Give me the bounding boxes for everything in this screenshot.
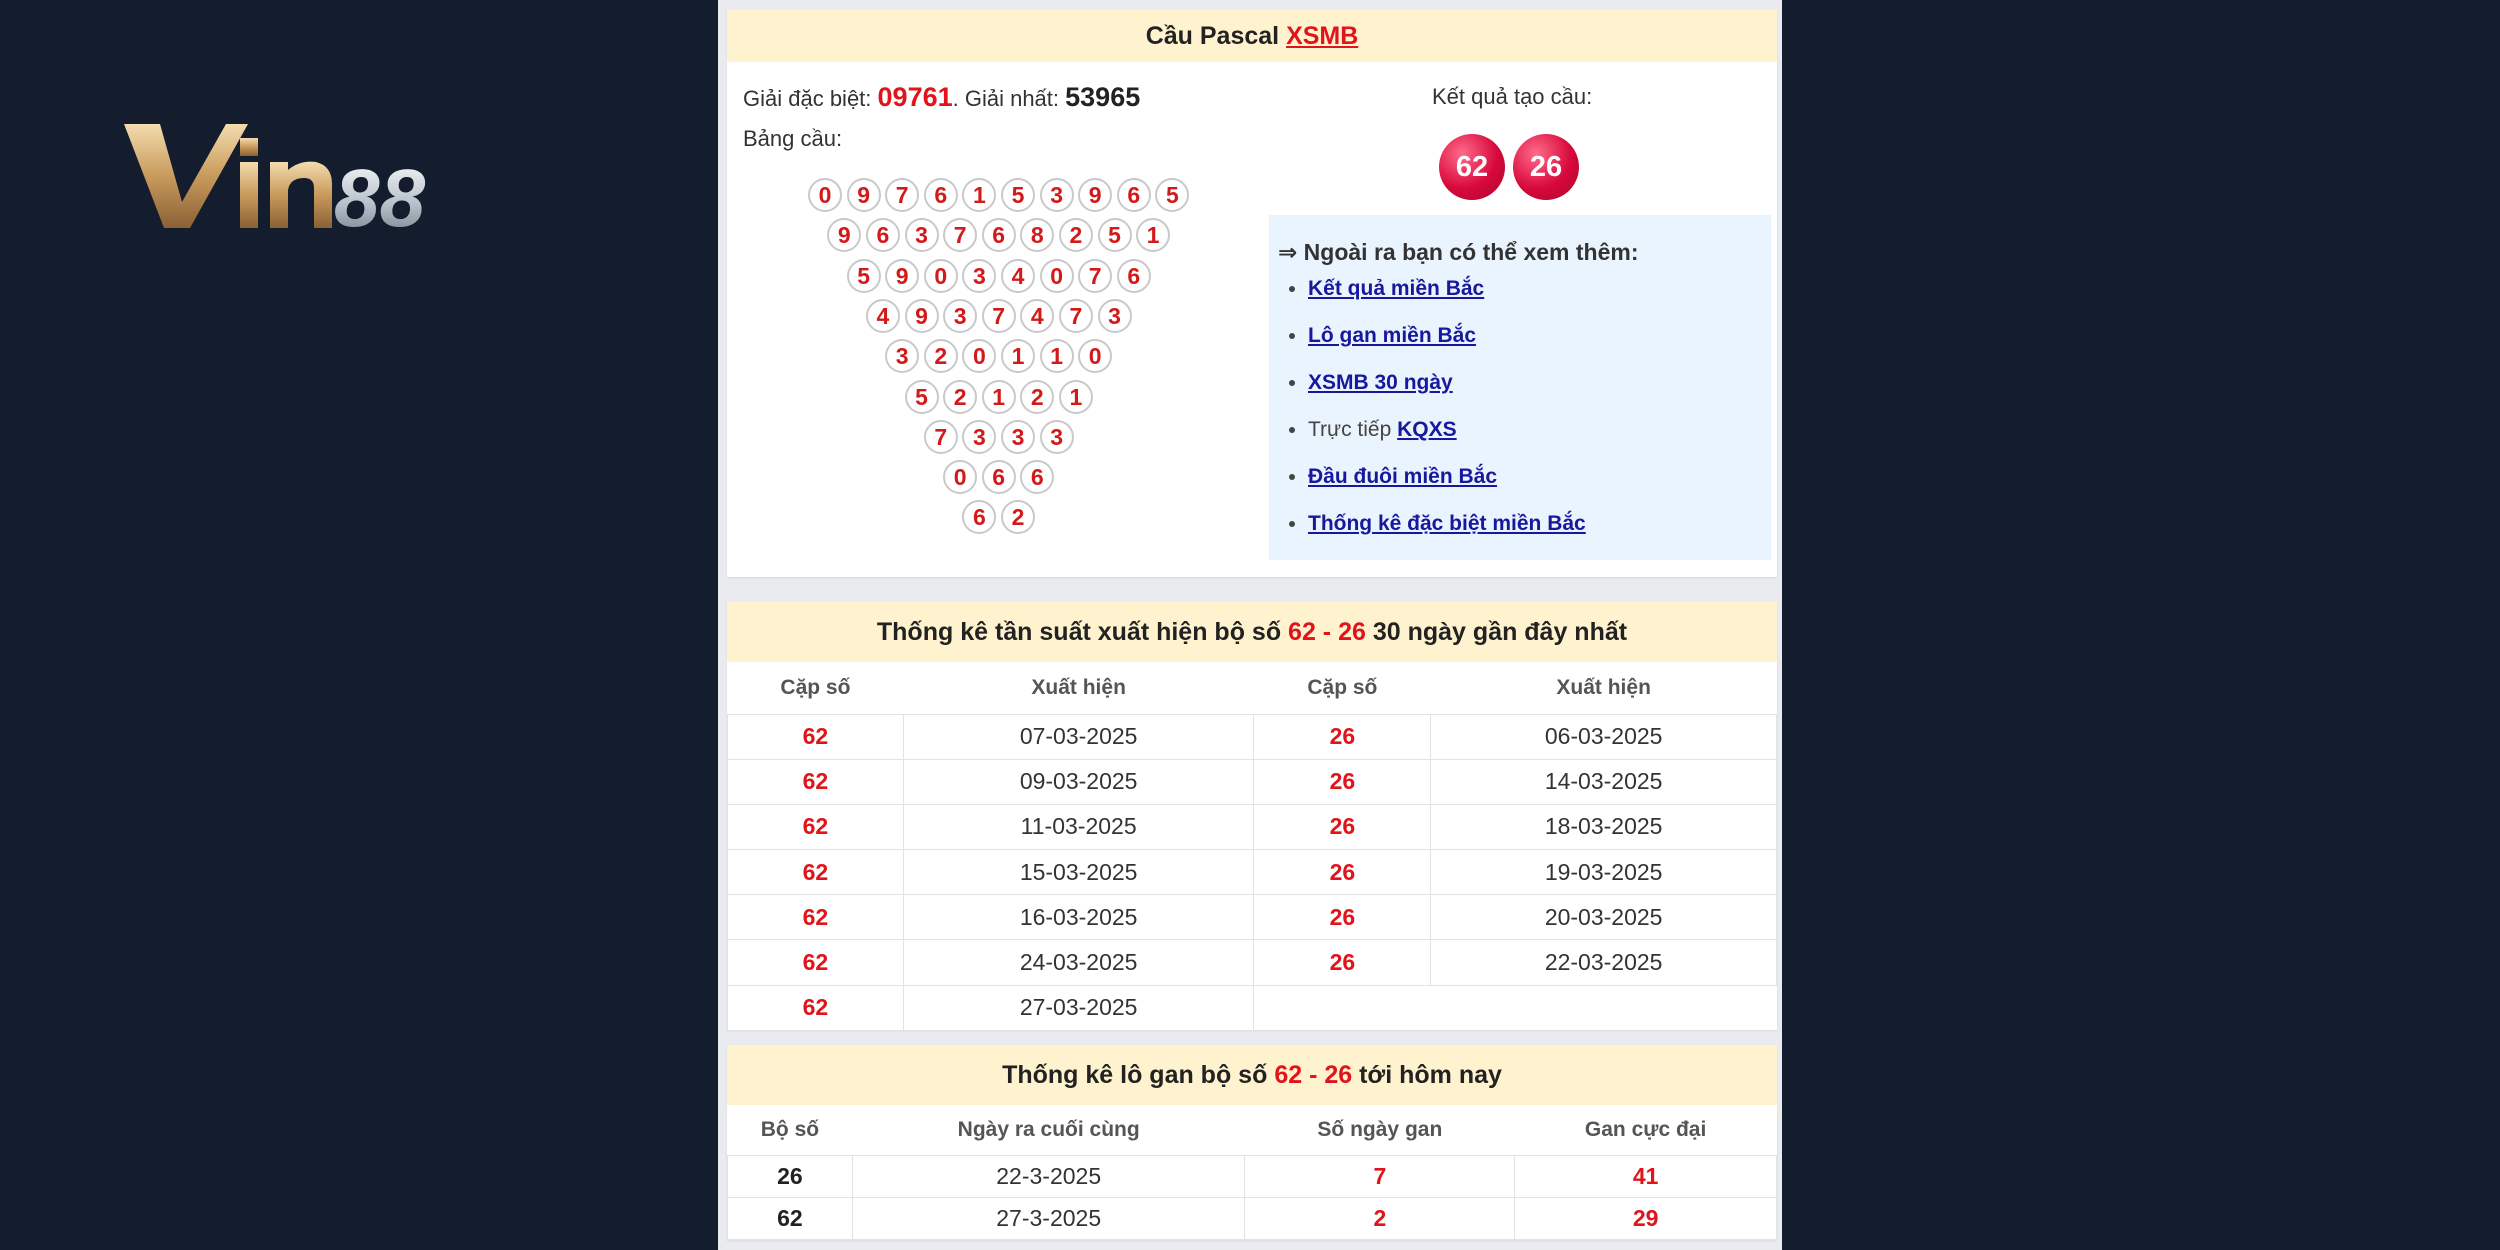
- gan-max-cell: 29: [1515, 1197, 1777, 1239]
- pair-cell: 62: [728, 759, 904, 804]
- see-more-title: ⇒ Ngoài ra bạn có thể xem thêm:: [1278, 239, 1639, 265]
- date-cell: 09-03-2025: [903, 759, 1254, 804]
- pascal-ball: 0: [962, 339, 996, 373]
- pascal-ball: 7: [1078, 259, 1112, 293]
- pascal-ball: 4: [1020, 299, 1054, 333]
- link-thong-ke-dac-biet[interactable]: Thống kê đặc biệt miền Bắc: [1308, 512, 1586, 535]
- result-ball: 26: [1513, 134, 1579, 200]
- table-row: [728, 714, 1777, 759]
- pascal-ball: 7: [943, 218, 977, 252]
- lo-gan-card: [727, 1045, 1777, 1240]
- main-column: [718, 0, 1782, 1250]
- pair-cell: 26: [1254, 850, 1431, 895]
- pascal-ball: 3: [962, 420, 996, 454]
- result-label: Kết quả tạo cầu:: [1432, 84, 1593, 109]
- lo-gan-pair: 62 - 26: [1274, 1061, 1353, 1089]
- special-value: 09761: [877, 82, 953, 112]
- date-cell: 07-03-2025: [903, 714, 1254, 759]
- link-kqxs[interactable]: KQXS: [1397, 418, 1457, 441]
- date-cell: 22-03-2025: [1431, 940, 1777, 985]
- pascal-ball: 3: [943, 299, 977, 333]
- pascal-ball: 1: [1059, 380, 1093, 414]
- pair-cell: 26: [1254, 895, 1431, 940]
- pascal-title-text: Cầu Pascal: [1145, 22, 1280, 50]
- pascal-ball: 1: [982, 380, 1016, 414]
- lo-gan-table: [727, 1105, 1777, 1240]
- col-header: Ngày ra cuối cùng: [957, 1117, 1140, 1141]
- frequency-pair: 62 - 26: [1288, 618, 1366, 646]
- special-label: Giải đặc biệt:: [743, 86, 872, 111]
- gan-max-cell: 41: [1515, 1155, 1777, 1197]
- pascal-ball: 1: [962, 178, 996, 212]
- pair-cell: 26: [1254, 804, 1431, 849]
- date-cell: 15-03-2025: [903, 850, 1254, 895]
- last-date-cell: 22-3-2025: [852, 1155, 1245, 1197]
- pascal-ball: 1: [1136, 218, 1170, 252]
- list-item: [1308, 418, 1586, 465]
- pascal-ball: 3: [962, 259, 996, 293]
- last-date-cell: 27-3-2025: [852, 1197, 1245, 1239]
- frequency-card: [727, 602, 1777, 1030]
- table-row: [728, 804, 1777, 849]
- link-xsmb-30-ngay[interactable]: XSMB 30 ngày: [1308, 371, 1453, 394]
- pascal-ball: 5: [905, 380, 939, 414]
- list-item: [1308, 512, 1586, 559]
- link-lo-gan-mien-bac[interactable]: Lô gan miền Bắc: [1308, 324, 1477, 347]
- empty-cell: [1254, 985, 1431, 1030]
- svg-text:88: 88: [334, 153, 426, 238]
- pascal-ball: 6: [1020, 460, 1054, 494]
- pair-cell: 62: [728, 804, 904, 849]
- see-more-box: [1269, 215, 1771, 560]
- pair-cell: 62: [728, 895, 904, 940]
- date-cell: 14-03-2025: [1431, 759, 1777, 804]
- list-item: [1308, 277, 1586, 324]
- col-header: Cặp số: [1307, 675, 1378, 699]
- pascal-ball: 4: [1001, 259, 1035, 293]
- pair-cell: 26: [1254, 759, 1431, 804]
- pascal-ball: 2: [943, 380, 977, 414]
- frequency-table: [727, 662, 1777, 1031]
- pascal-ball: 0: [1040, 259, 1074, 293]
- pascal-ball: 5: [1001, 178, 1035, 212]
- pair-cell: 26: [1254, 940, 1431, 985]
- pair-cell: 26: [728, 1155, 853, 1197]
- frequency-title: Thống kê tần suất xuất hiện bộ số 62 - 26 30 ngày gần đây nhất: [727, 602, 1777, 662]
- pascal-ball: 9: [1078, 178, 1112, 212]
- gan-days-cell: 7: [1245, 1155, 1515, 1197]
- pascal-ball: 7: [885, 178, 919, 212]
- pascal-ball: 2: [1001, 500, 1035, 534]
- pascal-ball: 4: [866, 299, 900, 333]
- table-row: [728, 940, 1777, 985]
- truc-tiep-text: Trực tiếp: [1308, 418, 1398, 441]
- pascal-ball: 1: [1040, 339, 1074, 373]
- table-row: [728, 1197, 1777, 1239]
- date-cell: 18-03-2025: [1431, 804, 1777, 849]
- pascal-ball: 0: [924, 259, 958, 293]
- date-cell: 16-03-2025: [903, 895, 1254, 940]
- pascal-ball: 5: [1155, 178, 1189, 212]
- pascal-card: [727, 10, 1777, 577]
- table-row: [728, 759, 1777, 804]
- col-header: Xuất hiện: [1031, 675, 1126, 699]
- col-header: Số ngày gan: [1317, 1117, 1443, 1141]
- gan-days-cell: 2: [1245, 1197, 1515, 1239]
- date-cell: 19-03-2025: [1431, 850, 1777, 895]
- board-label: Bảng cầu:: [743, 126, 843, 151]
- pair-cell: 62: [728, 1197, 853, 1239]
- pascal-ball: 6: [962, 500, 996, 534]
- pascal-ball: 6: [982, 218, 1016, 252]
- pascal-ball: 9: [827, 218, 861, 252]
- empty-cell: [1431, 985, 1777, 1030]
- link-dau-duoi-mien-bac[interactable]: Đầu đuôi miền Bắc: [1308, 465, 1498, 488]
- pascal-title: [727, 10, 1777, 62]
- pascal-ball: 1: [1001, 339, 1035, 373]
- date-cell: 27-03-2025: [903, 985, 1254, 1030]
- table-row: [728, 985, 1777, 1030]
- date-cell: 20-03-2025: [1431, 895, 1777, 940]
- pascal-ball: 0: [808, 178, 842, 212]
- lo-gan-title: Thống kê lô gan bộ số 62 - 26 tới hôm nay: [727, 1045, 1777, 1105]
- pascal-ball: 3: [905, 218, 939, 252]
- xsmb-link[interactable]: XSMB: [1286, 22, 1359, 50]
- pascal-ball: 5: [1098, 218, 1132, 252]
- list-item: [1308, 371, 1586, 418]
- pascal-ball: 3: [1040, 178, 1074, 212]
- pascal-ball: 9: [847, 178, 881, 212]
- pascal-ball: 3: [1098, 299, 1132, 333]
- pascal-ball: 8: [1020, 218, 1054, 252]
- pascal-ball: 6: [1117, 178, 1151, 212]
- pascal-ball: 6: [982, 460, 1016, 494]
- table-row: [728, 895, 1777, 940]
- vin88-logo: [120, 118, 480, 238]
- pascal-ball: 9: [905, 299, 939, 333]
- date-cell: 11-03-2025: [903, 804, 1254, 849]
- pair-cell: 62: [728, 940, 904, 985]
- table-row: [728, 1155, 1777, 1197]
- col-header: Gan cực đại: [1584, 1117, 1707, 1141]
- see-more-list: [1269, 277, 1586, 559]
- pascal-ball: 7: [1059, 299, 1093, 333]
- first-label: . Giải nhất:: [952, 86, 1060, 111]
- list-item: [1308, 324, 1586, 371]
- pair-cell: 62: [728, 714, 904, 759]
- table-row: [728, 850, 1777, 895]
- pascal-ball: 7: [982, 299, 1016, 333]
- pascal-ball: 6: [1117, 259, 1151, 293]
- pascal-ball: 2: [1020, 380, 1054, 414]
- pascal-ball: 5: [847, 259, 881, 293]
- list-item: [1308, 465, 1586, 512]
- pascal-ball: 0: [943, 460, 977, 494]
- date-cell: 24-03-2025: [903, 940, 1254, 985]
- link-ket-qua-mien-bac[interactable]: Kết quả miền Bắc: [1308, 277, 1485, 300]
- pascal-ball: 2: [924, 339, 958, 373]
- pascal-ball: 2: [1059, 218, 1093, 252]
- pair-cell: 62: [728, 985, 904, 1030]
- result-ball: 62: [1439, 134, 1505, 200]
- col-header: Cặp số: [780, 675, 851, 699]
- col-header: Bộ số: [760, 1117, 820, 1141]
- pascal-ball: 6: [866, 218, 900, 252]
- prize-line: [743, 82, 1140, 113]
- pascal-ball: 9: [885, 259, 919, 293]
- pascal-ball: 0: [1078, 339, 1112, 373]
- date-cell: 06-03-2025: [1431, 714, 1777, 759]
- pair-cell: 62: [728, 850, 904, 895]
- pascal-ball: 3: [1040, 420, 1074, 454]
- pascal-ball: 3: [885, 339, 919, 373]
- first-value: 53965: [1065, 82, 1141, 112]
- col-header: Xuất hiện: [1556, 675, 1651, 699]
- pascal-ball: 7: [924, 420, 958, 454]
- pascal-ball: 6: [924, 178, 958, 212]
- pascal-ball: 3: [1001, 420, 1035, 454]
- pair-cell: 26: [1254, 714, 1431, 759]
